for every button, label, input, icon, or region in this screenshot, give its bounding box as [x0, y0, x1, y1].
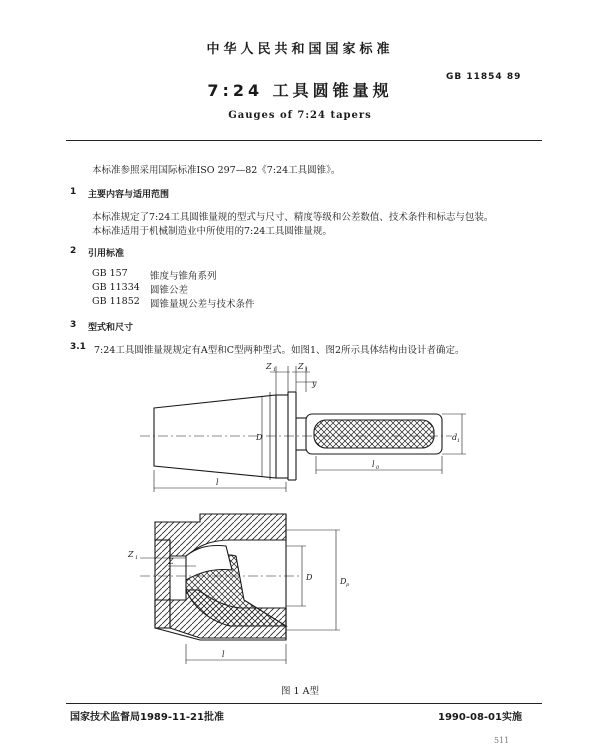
- label-dp: D: [340, 577, 347, 586]
- ref-name-3: 圆锥量规公差与技术条件: [150, 299, 255, 310]
- section-1-title: 主要内容与适用范围: [88, 190, 170, 200]
- clause-3-1-text: 7:24工具圆锥量规规定有A型和C型两种型式。如图1、图2所示具体结构由设计者确定。: [94, 345, 465, 356]
- label-z1-left: Z: [266, 362, 272, 371]
- label-l-ring: l: [222, 650, 225, 659]
- intro-paragraph: 本标准参照采用国际标准ISO 297—82《7:24工具圆锥》。: [92, 165, 341, 176]
- page-number: 511: [494, 736, 510, 745]
- label-y: y: [312, 379, 317, 388]
- label-l0-sub: 0: [376, 465, 380, 471]
- ref-code-3: GB 11852: [92, 296, 140, 307]
- label-d1-sub: 1: [457, 438, 461, 444]
- label-dp-sub: p: [346, 582, 350, 588]
- label-d-plug: D: [256, 433, 263, 442]
- ref-code-1: GB 157: [92, 268, 128, 279]
- standard-number: GB 11854 89: [446, 72, 522, 82]
- english-subtitle: Gauges of 7:24 tapers: [228, 110, 372, 121]
- ref-name-2: 圆锥公差: [150, 285, 189, 296]
- label-z1-right: Z: [298, 362, 304, 371]
- section-1-paragraph-2: 本标准适用于机械制造业中所使用的7:24工具圆锥量规。: [92, 226, 332, 237]
- implementation-date: 1990-08-01实施: [438, 712, 522, 723]
- section-2-title: 引用标准: [88, 249, 125, 259]
- label-d1: d: [452, 433, 458, 442]
- section-1-paragraph-1: 本标准规定了7:24工具圆锥量规的型式与尺寸、精度等级和公差数值、技术条件和标志与包装。: [92, 212, 494, 223]
- taper-ring-section: [140, 514, 300, 640]
- ref-code-2: GB 11334: [92, 282, 140, 293]
- label-l0: l: [372, 460, 375, 469]
- clause-3-1-number: 3.1: [70, 342, 86, 352]
- label-z1-right-sub: 1: [305, 367, 309, 373]
- document-title: 7:24 工具圆锥量规: [207, 81, 393, 100]
- figure-caption: 图 1 A型: [281, 686, 319, 697]
- country-standard-title: 中华人民共和国国家标准: [206, 42, 394, 57]
- footer-rule: [66, 703, 542, 704]
- approval-text: 国家技术监督局1989-11-21批准: [70, 712, 224, 723]
- label-z1-ring: Z: [128, 550, 134, 559]
- taper-plug-view: [140, 392, 452, 480]
- section-2-number: 2: [70, 246, 77, 256]
- section-3-number: 3: [70, 320, 77, 330]
- label-z1-left-sub: 1: [273, 367, 277, 373]
- ref-name-1: 锥度与锥角系列: [150, 271, 217, 282]
- label-z-ring: Z: [168, 557, 174, 566]
- section-1-number: 1: [70, 187, 77, 197]
- section-3-title: 型式和尺寸: [88, 323, 134, 333]
- label-d-ring: D: [306, 573, 313, 582]
- label-l-plug: l: [216, 478, 219, 487]
- label-z1-ring-sub: 1: [135, 555, 139, 561]
